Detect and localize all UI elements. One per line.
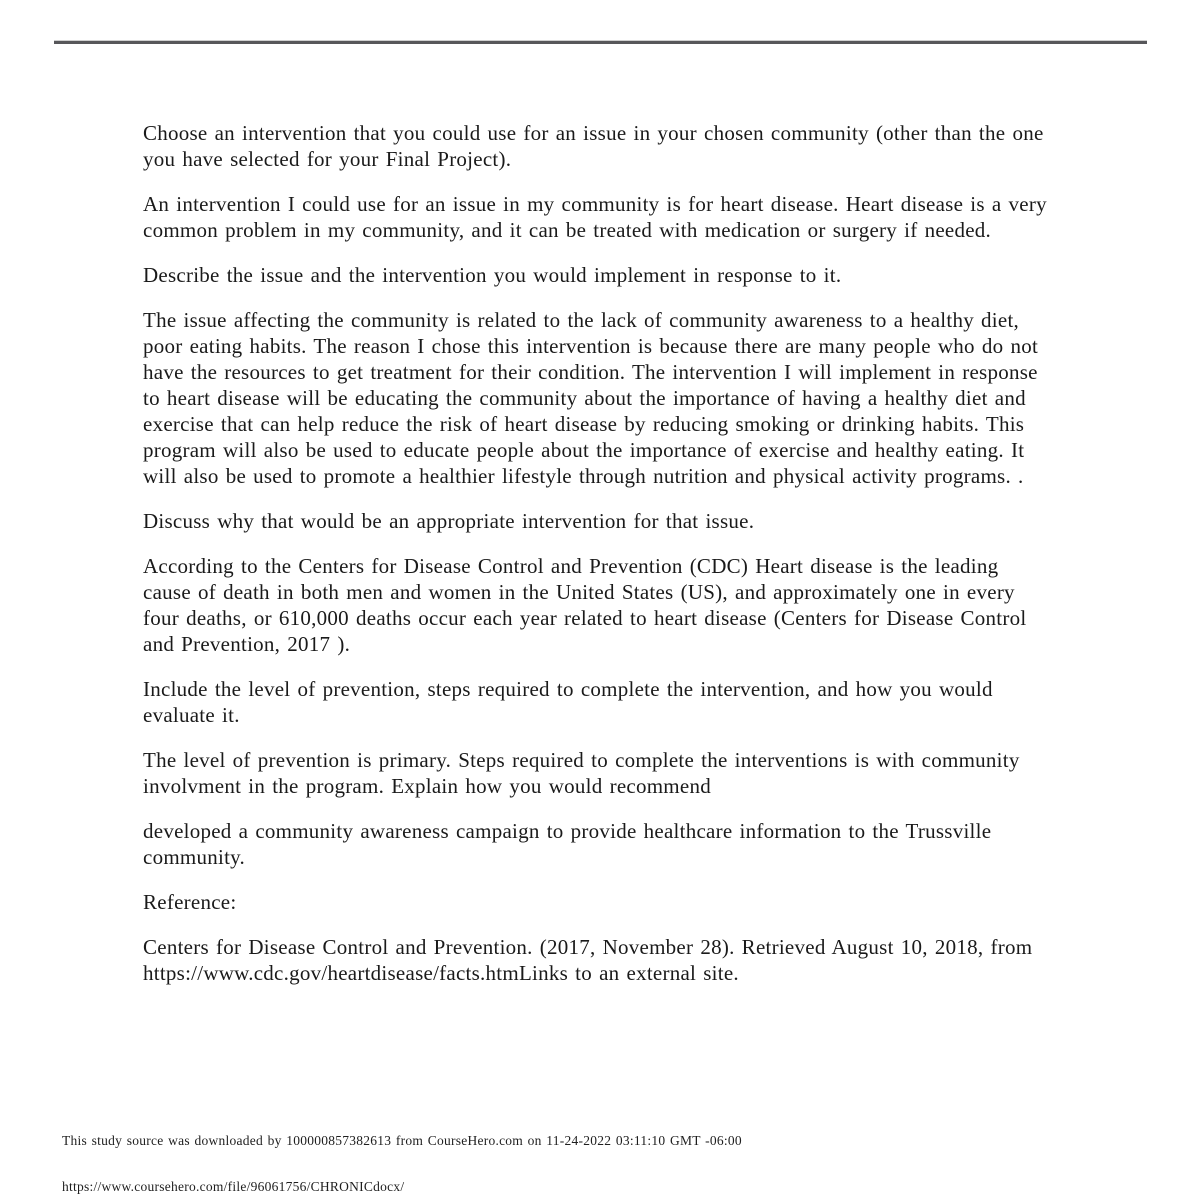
source-url-link[interactable]: https://www.coursehero.com/file/96061756/CHRONICdocx/ bbox=[62, 1179, 405, 1194]
paragraph: The level of prevention is primary. Steps required to complete the interventions is with community involvment in the program. Explain how you would recommend bbox=[143, 748, 1020, 798]
paragraph: The issue affecting the community is related to the lack of community awareness to a healthy diet, poor eating habits. The reason I chose this intervention is because there are many people who do not have the resources to get treatment for their condition. The intervention I will implement in response to heart disease will be educating the community about the importance of having a healthy diet and exercise that can help reduce the risk of heart disease by reducing smoking or drinking habits. This program will also be used to educate people about the importance of exercise and healthy eating. It will also be used to promote a healthier lifestyle through nutrition and physical activity programs. . bbox=[143, 308, 1039, 488]
paragraph: Describe the issue and the intervention you would implement in response to it. bbox=[143, 263, 842, 287]
paragraph: Discuss why that would be an appropriate intervention for that issue. bbox=[143, 509, 755, 533]
header-rule bbox=[54, 40, 1147, 44]
paragraph: Reference: bbox=[143, 890, 237, 914]
paragraph: Include the level of prevention, steps required to complete the intervention, and how you would evaluate it. bbox=[143, 677, 993, 727]
paragraph: developed a community awareness campaign to provide healthcare information to the Trussville community. bbox=[143, 819, 992, 869]
document-body bbox=[143, 120, 1051, 1005]
paragraph: An intervention I could use for an issue in my community is for heart disease. Heart disease is a very common problem in my community, and it can be treated with medication or surgery if needed. bbox=[143, 192, 1047, 242]
paragraph: Choose an intervention that you could use for an issue in your chosen community (other than the one you have selected for your Final Project). bbox=[143, 121, 1044, 171]
paragraph: Centers for Disease Control and Prevention. (2017, November 28). Retrieved August 10, 2018, from https://www.cdc.gov/heartdisease/facts.htmLinks to an external site. bbox=[143, 935, 1033, 985]
download-attribution-note: This study source was downloaded by 100000857382613 from CourseHero.com on 11-24-2022 03:11:10 GMT -06:00 bbox=[62, 1133, 742, 1148]
paragraph: According to the Centers for Disease Control and Prevention (CDC) Heart disease is the leading cause of death in both men and women in the United States (US), and approximately one in every four deaths, or 610,000 deaths occur each year related to heart disease (Centers for Disease Control and Prevention, 2017 ). bbox=[143, 554, 1027, 656]
